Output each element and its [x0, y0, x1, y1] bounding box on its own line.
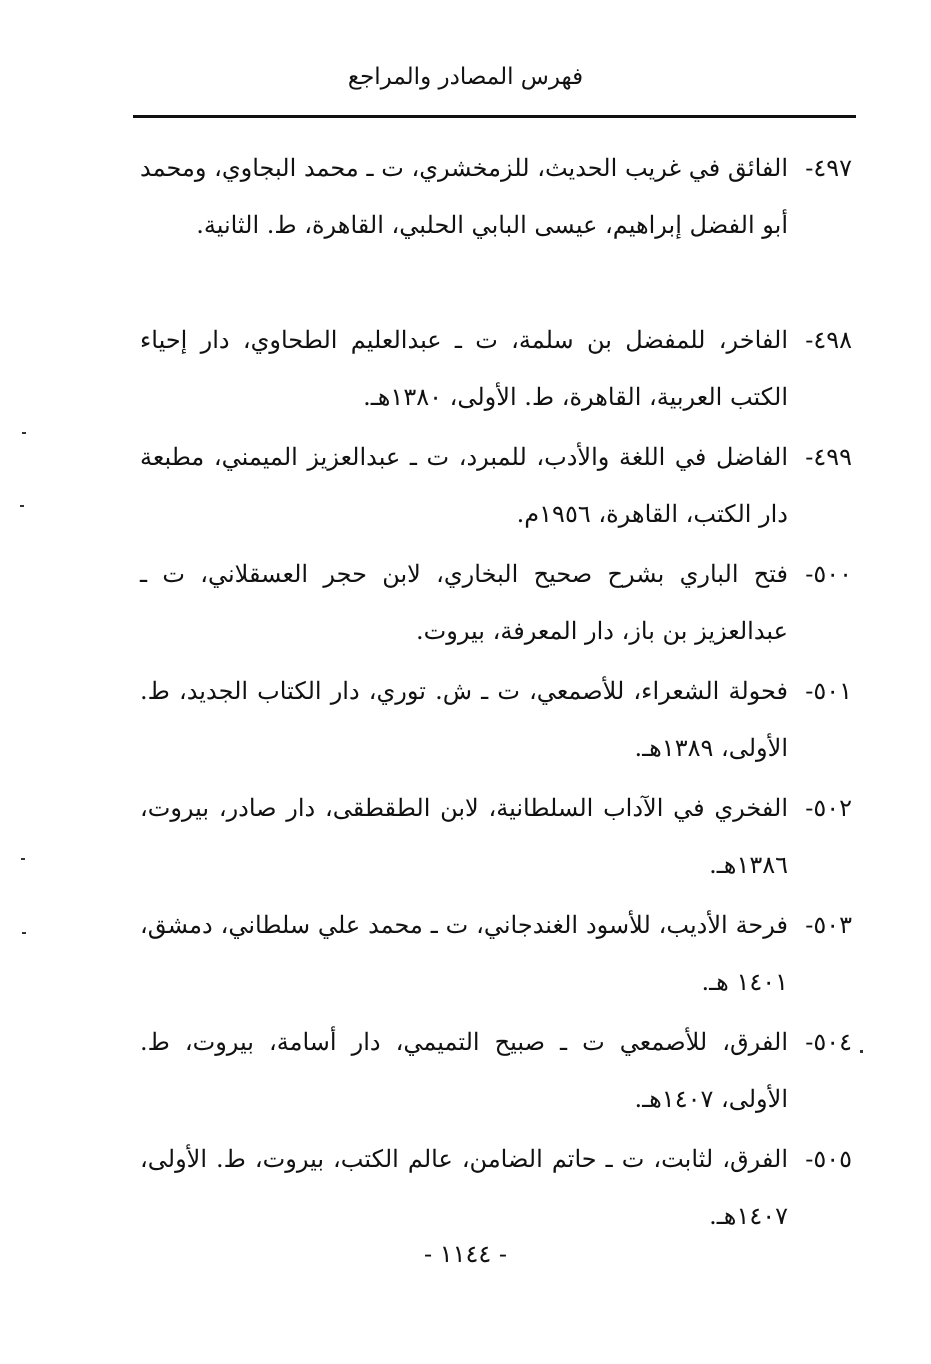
entry-text: الفاخر، للمفضل بن سلمة، ت ـ عبدالعليم الطحاوي، دار إحياء الكتب العربية، القاهرة، ط. الأولى، ١٣٨٠هـ. [140, 326, 788, 411]
entry-text: الفخري في الآداب السلطانية، لابن الطقطقى، دار صادر، بيروت، ١٣٨٦هـ. [140, 794, 788, 879]
bibliography-entry [140, 312, 852, 429]
running-header: فهرس المصادر والمراجع [347, 64, 584, 90]
bibliography-entry [140, 1014, 852, 1131]
scan-speck [22, 932, 26, 934]
bibliography-entry [140, 429, 852, 546]
entry-number: ٥٠١- [805, 677, 852, 705]
entry-number: ٥٠٤- [805, 1028, 852, 1056]
scan-speck [21, 858, 25, 860]
entry-number: ٥٠٠- [805, 560, 852, 588]
entry-text: الفاضل في اللغة والأدب، للمبرد، ت ـ عبدالعزيز الميمني، مطبعة دار الكتب، القاهرة، ١٩٥٦م. [140, 443, 788, 528]
bibliography-entry [140, 897, 852, 1014]
entry-number: ٤٩٧- [805, 154, 852, 182]
bibliography-entry [140, 780, 852, 897]
entry-text: الفائق في غريب الحديث، للزمخشري، ت ـ محمد البجاوي، ومحمد أبو الفضل إبراهيم، عيسى البابي الحلبي، القاهرة، ط. الثانية. [140, 154, 788, 239]
entry-text: فتح الباري بشرح صحيح البخاري، لابن حجر العسقلاني، ت ـ عبدالعزيز بن باز، دار المعرفة، بيروت. [140, 560, 788, 645]
entry-number: ٥٠٣- [805, 911, 852, 939]
entry-text: الفرق، لثابت، ت ـ حاتم الضامن، عالم الكتب، بيروت، ط. الأولى، ١٤٠٧هـ. [140, 1145, 788, 1230]
scan-speck [22, 432, 26, 434]
bibliography-entry [140, 663, 852, 780]
entry-text: فرحة الأديب، للأسود الغندجاني، ت ـ محمد علي سلطاني، دمشق، ١٤٠١ هـ. [140, 911, 788, 996]
entry-text: الفرق، للأصمعي ت ـ صبيح التميمي، دار أسامة، بيروت، ط. الأولى، ١٤٠٧هـ. [140, 1028, 788, 1113]
header-rule [133, 115, 856, 118]
bibliography-entry [140, 546, 852, 663]
entry-number: ٤٩٩- [805, 443, 852, 471]
bibliography-entry [140, 1131, 852, 1248]
entry-number: ٥٠٥- [805, 1145, 852, 1173]
scan-speck [20, 505, 24, 507]
bibliography-entry [140, 140, 852, 312]
entry-number: ٥٠٢- [805, 794, 852, 822]
page-number: - ١١٤٤ - [423, 1240, 508, 1268]
scan-speck [860, 1050, 863, 1053]
entry-text: فحولة الشعراء، للأصمعي، ت ـ ش. توري، دار الكتاب الجديد، ط. الأولى، ١٣٨٩هـ. [140, 677, 789, 762]
bibliography-list [140, 140, 852, 1248]
entry-number: ٤٩٨- [805, 326, 852, 354]
